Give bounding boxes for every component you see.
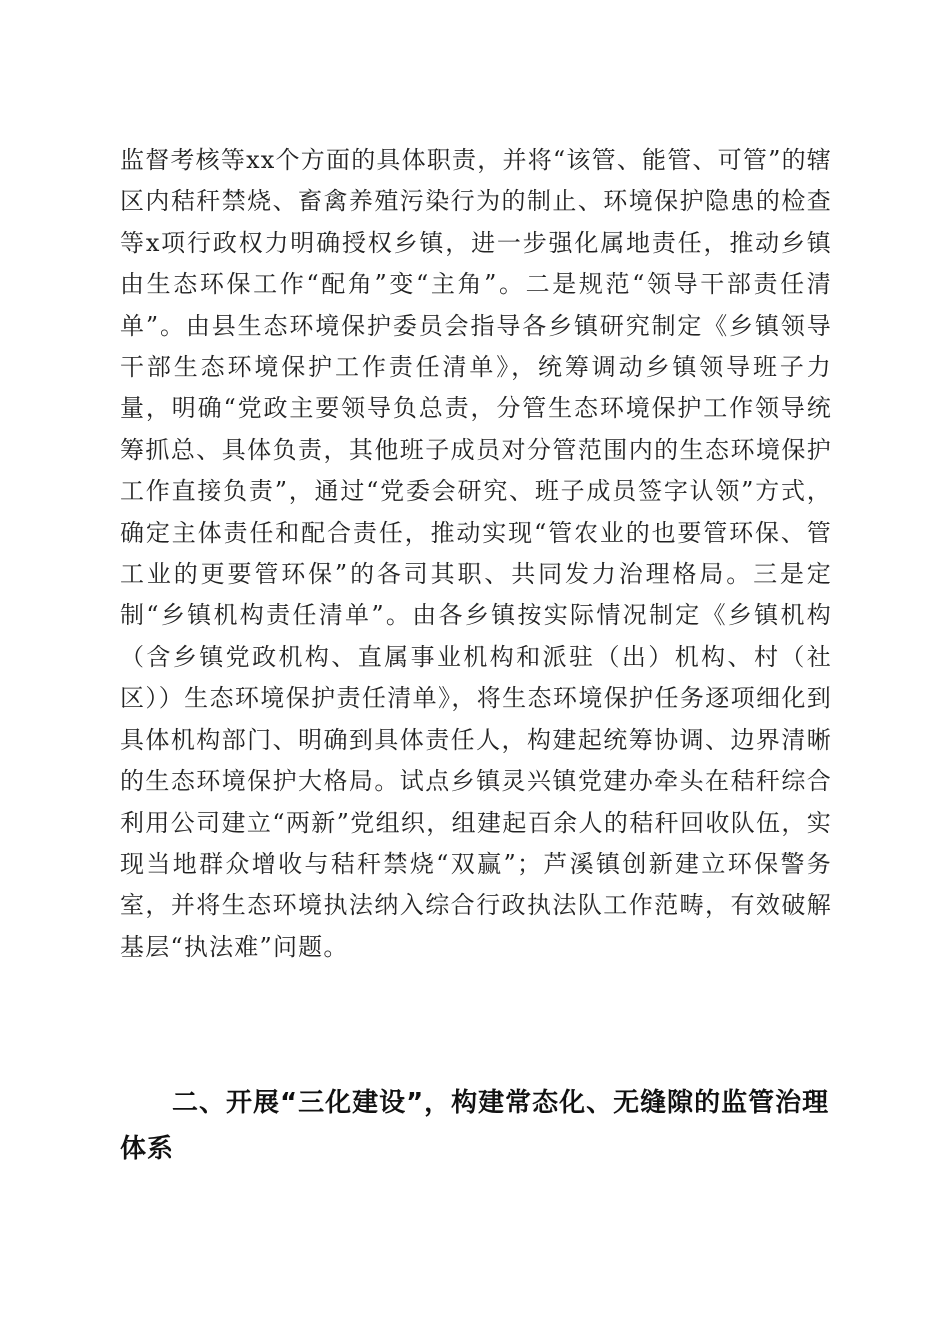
section-heading: 二、开展“三化建设”，构建常态化、无缝隙的监管治理体系	[120, 1088, 830, 1164]
body-paragraph: 监督考核等xx个方面的具体职责，并将“该管、能管、可管”的辖区内秸秆禁烧、畜禽养殖污染行为的制止、环境保护隐患的检查等x项行政权力明确授权乡镇，进一步强化属地责任，推动乡镇由生态环保工作“配角”变“主角”。二是规范“领导干部责任清单”。由县生态环境保护委员会指导各乡镇研究制定《乡镇领导干部生态环境保护工作责任清单》，统筹调动乡镇领导班子力量，明确“党政主要领导负总责，分管生态环境保护工作领导统筹抓总、具体负责，其他班子成员对分管范围内的生态环境保护工作直接负责”，通过“党委会研究、班子成员签字认领”方式，确定主体责任和配合责任，推动实现“管农业的也要管环保、管工业的更要管环保”的各司其职、共同发力治理格局。三是定制“乡镇机构责任清单”。由各乡镇按实际情况制定《乡镇机构（含乡镇党政机构、直属事业机构和派驻（出）机构、村（社区））生态环境保护责任清单》，将生态环境保护任务逐项细化到具体机构部门、明确到具体责任人，构建起统筹协调、边界清晰的生态环境保护大格局。试点乡镇灵兴镇党建办牵头在秸秆综合利用公司建立“两新”党组织，组建起百余人的秸秆回收队伍，实现当地群众增收与秸秆禁烧“双赢”；芦溪镇创新建立环保警务室，并将生态环境执法纳入综合行政执法队工作范畴，有效破解基层“执法难”问题。	[120, 146, 832, 961]
